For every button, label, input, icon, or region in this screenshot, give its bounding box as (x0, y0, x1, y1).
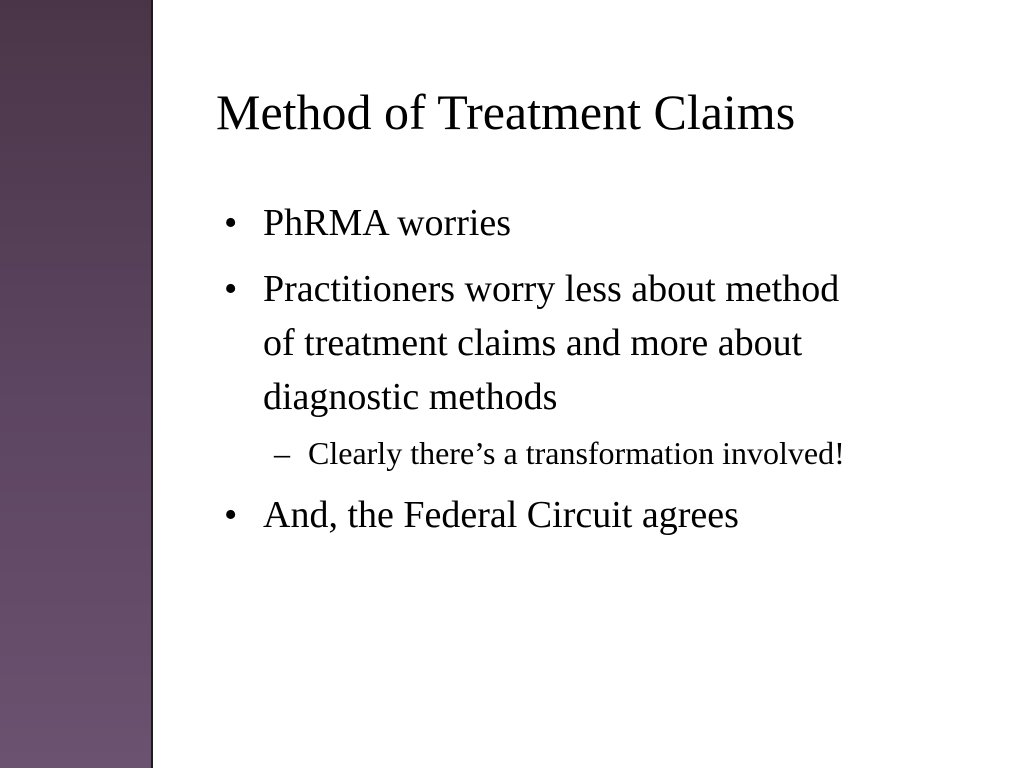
bullet-list (224, 196, 864, 554)
bullet-text: PhRMA worries (263, 202, 512, 244)
sub-bullet-text: Clearly there’s a transformation involved! (308, 435, 845, 471)
bullet-item-phrma (224, 196, 864, 250)
sub-bullet-list (263, 430, 864, 476)
bullet-item-federal-circuit (224, 488, 864, 542)
bullet-icon: • (224, 202, 238, 244)
bullet-text: And, the Federal Circuit agrees (263, 494, 739, 536)
decorative-sidebar (0, 0, 153, 768)
bullet-icon: • (224, 268, 238, 310)
dash-icon: – (274, 435, 290, 471)
bullet-item-practitioners (224, 262, 864, 476)
slide-title: Method of Treatment Claims (216, 84, 796, 140)
bullet-icon: • (224, 494, 238, 536)
sub-bullet-item-transformation (263, 430, 864, 476)
bullet-text: Practitioners worry less about method of treatment claims and more about diagnostic methods (263, 268, 840, 418)
